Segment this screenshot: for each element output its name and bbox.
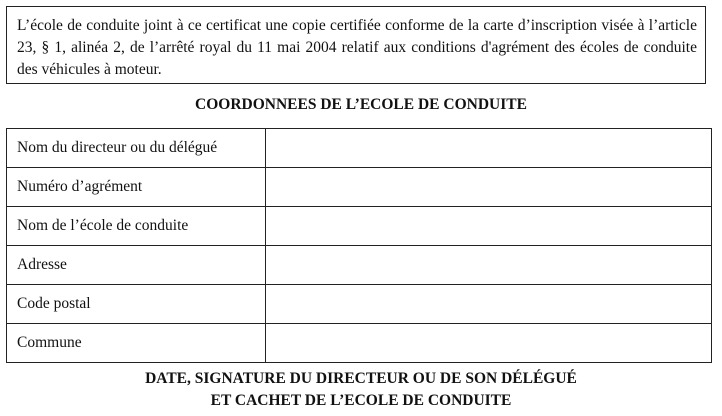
field-value-municipality[interactable] bbox=[266, 324, 712, 363]
field-label-approval-number: Numéro d’agrément bbox=[7, 168, 266, 207]
table-row bbox=[7, 207, 712, 246]
table-row bbox=[7, 324, 712, 363]
signature-heading bbox=[0, 368, 722, 412]
notice-box bbox=[6, 6, 706, 84]
table-row bbox=[7, 129, 712, 168]
field-label-postal-code: Code postal bbox=[7, 285, 266, 324]
field-value-director[interactable] bbox=[266, 129, 712, 168]
field-value-address[interactable] bbox=[266, 246, 712, 285]
field-label-school-name: Nom de l’école de conduite bbox=[7, 207, 266, 246]
field-label-director: Nom du directeur ou du délégué bbox=[7, 129, 266, 168]
field-label-address: Adresse bbox=[7, 246, 266, 285]
signature-heading-line-2: ET CACHET DE L’ECOLE DE CONDUITE bbox=[210, 392, 512, 409]
table-row bbox=[7, 246, 712, 285]
notice-text: L’école de conduite joint à ce certificat une copie certifiée conforme de la carte d’inscription visée à l’article 23, § 1, alinéa 2, de l’arrêté royal du 11 mai 2004 relatif aux conditions d'agrément des écoles de conduite des véhicules à moteur. bbox=[17, 17, 697, 78]
table-row bbox=[7, 285, 712, 324]
field-value-postal-code[interactable] bbox=[266, 285, 712, 324]
field-value-school-name[interactable] bbox=[266, 207, 712, 246]
field-label-municipality: Commune bbox=[7, 324, 266, 363]
field-value-approval-number[interactable] bbox=[266, 168, 712, 207]
table-row bbox=[7, 168, 712, 207]
signature-heading-line-1: DATE, SIGNATURE DU DIRECTEUR OU DE SON DÉLÉGUÉ bbox=[145, 370, 577, 387]
section-title: COORDONNEES DE L’ECOLE DE CONDUITE bbox=[195, 96, 527, 113]
school-details-table bbox=[6, 128, 712, 363]
